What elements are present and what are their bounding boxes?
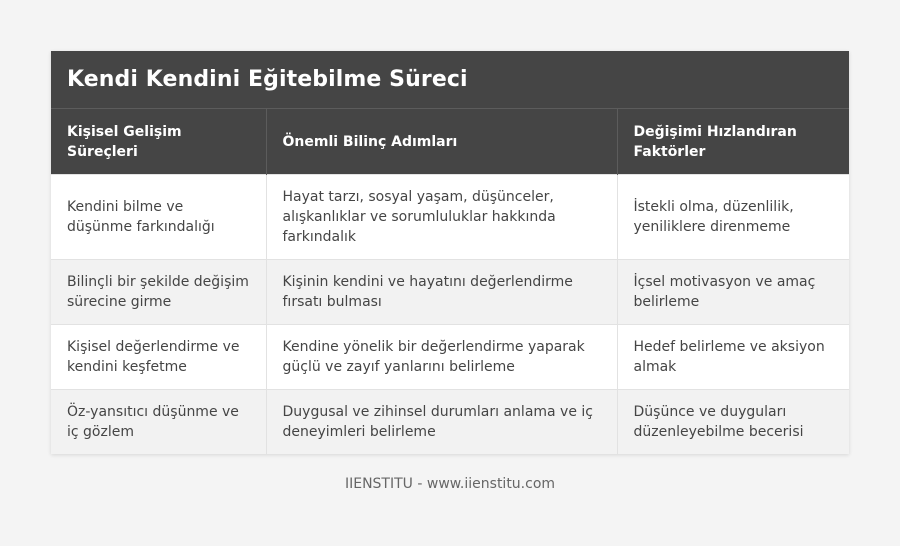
table-cell: Öz-yansıtıcı düşünme ve iç gözlem bbox=[51, 390, 266, 455]
table-cell: Kişisel değerlendirme ve kendini keşfetme bbox=[51, 325, 266, 390]
table-row bbox=[51, 175, 849, 260]
table-cell: İstekli olma, düzenlilik, yeniliklere direnmeme bbox=[617, 175, 849, 260]
footer-credit: IIENSTITU - www.iienstitu.com bbox=[344, 476, 556, 492]
title-bar bbox=[51, 51, 849, 109]
table-cell: Kendini bilme ve düşünme farkındalığı bbox=[51, 175, 266, 260]
table-cell: Kişinin kendini ve hayatını değerlendirme fırsatı bulması bbox=[266, 260, 617, 325]
data-table bbox=[51, 109, 849, 454]
page-title: Kendi Kendini Eğitebilme Süreci bbox=[67, 67, 468, 92]
table-cell: Hedef belirleme ve aksiyon almak bbox=[617, 325, 849, 390]
column-header: Önemli Bilinç Adımları bbox=[266, 109, 617, 175]
table-cell: Hayat tarzı, sosyal yaşam, düşünceler, alışkanlıklar ve sorumluluklar hakkında farkındalık bbox=[266, 175, 617, 260]
table-cell: İçsel motivasyon ve amaç belirleme bbox=[617, 260, 849, 325]
table-cell: Kendine yönelik bir değerlendirme yaparak güçlü ve zayıf yanlarını belirleme bbox=[266, 325, 617, 390]
table-row bbox=[51, 390, 849, 455]
table-cell: Duygusal ve zihinsel durumları anlama ve iç deneyimleri belirleme bbox=[266, 390, 617, 455]
column-header: Kişisel Gelişim Süreçleri bbox=[51, 109, 266, 175]
table-header-row bbox=[51, 109, 849, 175]
table-cell: Bilinçli bir şekilde değişim sürecine girme bbox=[51, 260, 266, 325]
table-cell: Düşünce ve duyguları düzenleyebilme becerisi bbox=[617, 390, 849, 455]
table-card bbox=[51, 51, 849, 454]
table-row bbox=[51, 325, 849, 390]
table-row bbox=[51, 260, 849, 325]
column-header: Değişimi Hızlandıran Faktörler bbox=[617, 109, 849, 175]
